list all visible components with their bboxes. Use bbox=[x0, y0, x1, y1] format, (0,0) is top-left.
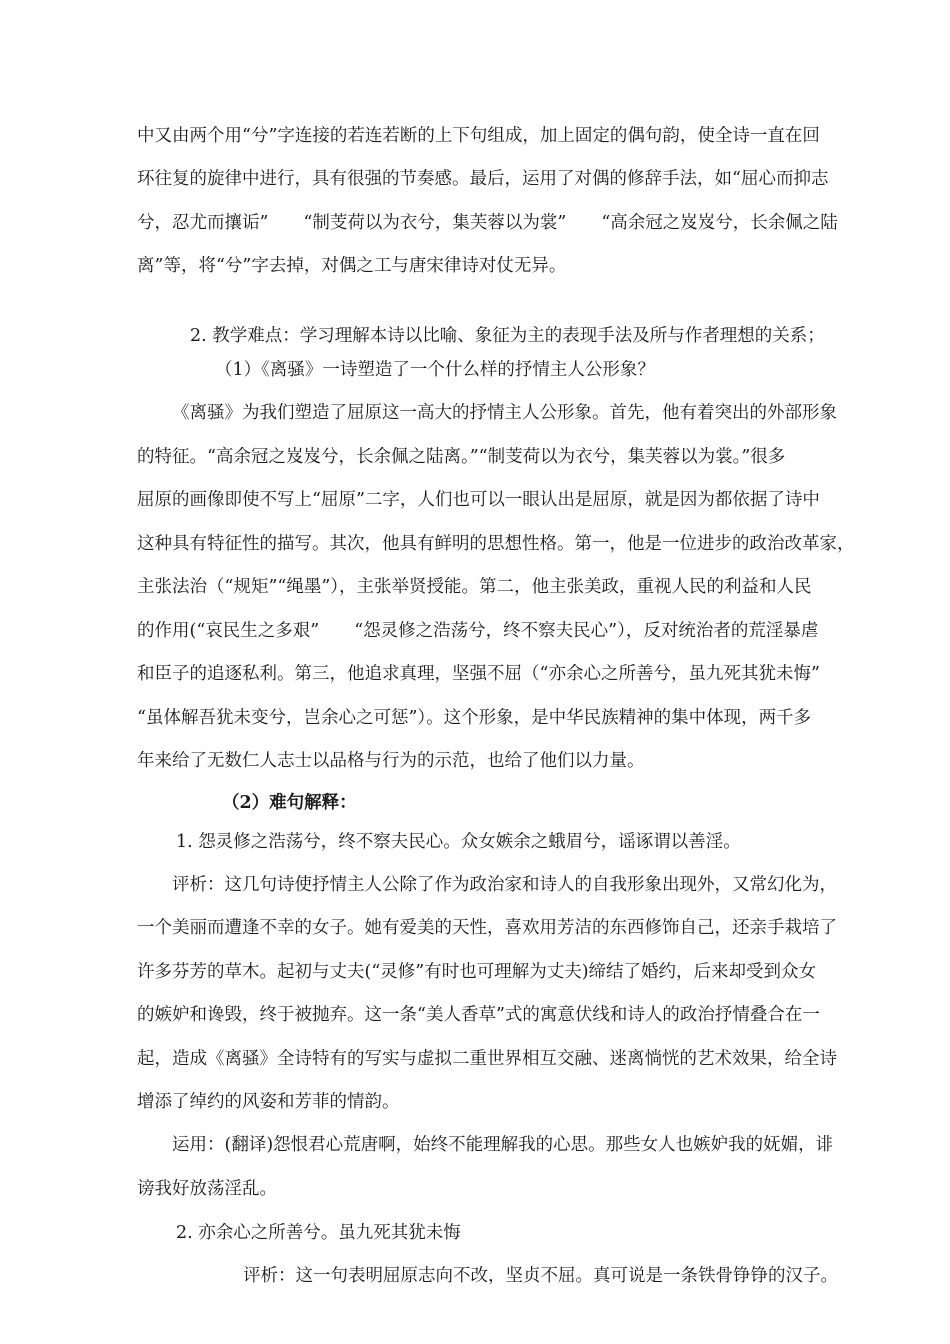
answer-line: 的作用(“哀民生之多艰” “怨灵修之浩荡兮，终不察夫民心”），反对统治者的荒淫暴虐 bbox=[137, 621, 819, 641]
paragraph-line: 中又由两个用“兮”字连接的若连若断的上下句组成，加上固定的偶句韵，使全诗一直在回 bbox=[137, 126, 820, 146]
usage-line: 谤我好放荡淫乱。 bbox=[137, 1179, 277, 1199]
section-heading: 2. 教学难点：学习理解本诗以比喻、象征为主的表现手法及所与作者理想的关系； bbox=[190, 326, 825, 346]
answer-line: 年来给了无数仁人志士以品格与行为的示范，也给了他们以力量。 bbox=[137, 751, 645, 771]
analysis-line: 的嫉妒和谗毁，终于被抛弃。这一条“美人香草”式的寓意伏线和诗人的政治抒情叠合在一 bbox=[137, 1005, 820, 1025]
paragraph-line: 环往复的旋律中进行，具有很强的节奏感。最后，运用了对偶的修辞手法，如“屈心而抑志 bbox=[137, 169, 829, 189]
paragraph-line: 离”等，将“兮”字去掉，对偶之工与唐宋律诗对仗无异。 bbox=[137, 256, 567, 276]
analysis-line: 评析：这一句表明屈原志向不改，坚贞不屈。真可说是一条铁骨铮铮的汉子。 bbox=[243, 1266, 838, 1286]
analysis-line: 起，造成《离骚》全诗特有的写实与虚拟二重世界相互交融、迷离惝恍的艺术效果，给全诗 bbox=[137, 1049, 837, 1069]
item-sentence: 2. 亦余心之所善兮。虽九死其犹未悔 bbox=[176, 1223, 461, 1243]
usage-line: 运用：(翻译)怨恨君心荒唐啊，始终不能理解我的心思。那些女人也嫉妒我的妩媚，诽 bbox=[172, 1135, 834, 1155]
analysis-line: 许多芬芳的草木。起初与丈夫(“灵修”有时也可理解为丈夫)缔结了婚约，后来却受到众女 bbox=[137, 962, 817, 982]
question-heading: （2）难句解释： bbox=[222, 793, 357, 813]
answer-line: “虽体解吾犹未变兮，岂余心之可惩”）。这个形象，是中华民族精神的集中体现，两千多 bbox=[137, 708, 812, 728]
analysis-line: 评析：这几句诗使抒情主人公除了作为政治家和诗人的自我形象出现外，又常幻化为， bbox=[172, 875, 837, 895]
analysis-line: 增添了绰约的风姿和芳菲的情韵。 bbox=[137, 1092, 400, 1112]
answer-line: 和臣子的追逐私利。第三，他追求真理，坚强不屈（“亦余心之所善兮，虽九死其犹未悔” bbox=[137, 664, 820, 684]
answer-line: 主张法治（“规矩”“绳墨”），主张举贤授能。第二，他主张美政，重视人民的利益和人民 bbox=[137, 577, 812, 597]
answer-line: 《离骚》为我们塑造了屈原这一高大的抒情主人公形象。首先，他有着突出的外部形象 bbox=[172, 403, 837, 423]
paragraph-line: 兮，忍尤而攘诟” “制芰荷以为衣兮，集芙蓉以为裳” “高余冠之岌岌兮，长余佩之陆 bbox=[137, 213, 838, 233]
answer-line: 这种具有特征性的描写。其次，他具有鲜明的思想性格。第一，他是一位进步的政治改革家， bbox=[137, 534, 855, 554]
answer-line: 屈原的画像即使不写上“屈原”二字，人们也可以一眼认出是屈原，就是因为都依据了诗中 bbox=[137, 490, 820, 510]
analysis-line: 一个美丽而遭逢不幸的女子。她有爱美的天性，喜欢用芳洁的东西修饰自己，还亲手栽培了 bbox=[137, 918, 837, 938]
item-sentence: 1. 怨灵修之浩荡兮，终不察夫民心。众女嫉余之蛾眉兮，谣诼谓以善淫。 bbox=[176, 832, 741, 852]
answer-line: 的特征。“高余冠之岌岌兮，长余佩之陆离。”“制芰荷以为衣兮，集芙蓉以为裳。”很多 bbox=[137, 447, 786, 467]
question-heading: （1）《离骚》一诗塑造了一个什么样的抒情主人公形象？ bbox=[215, 360, 655, 380]
